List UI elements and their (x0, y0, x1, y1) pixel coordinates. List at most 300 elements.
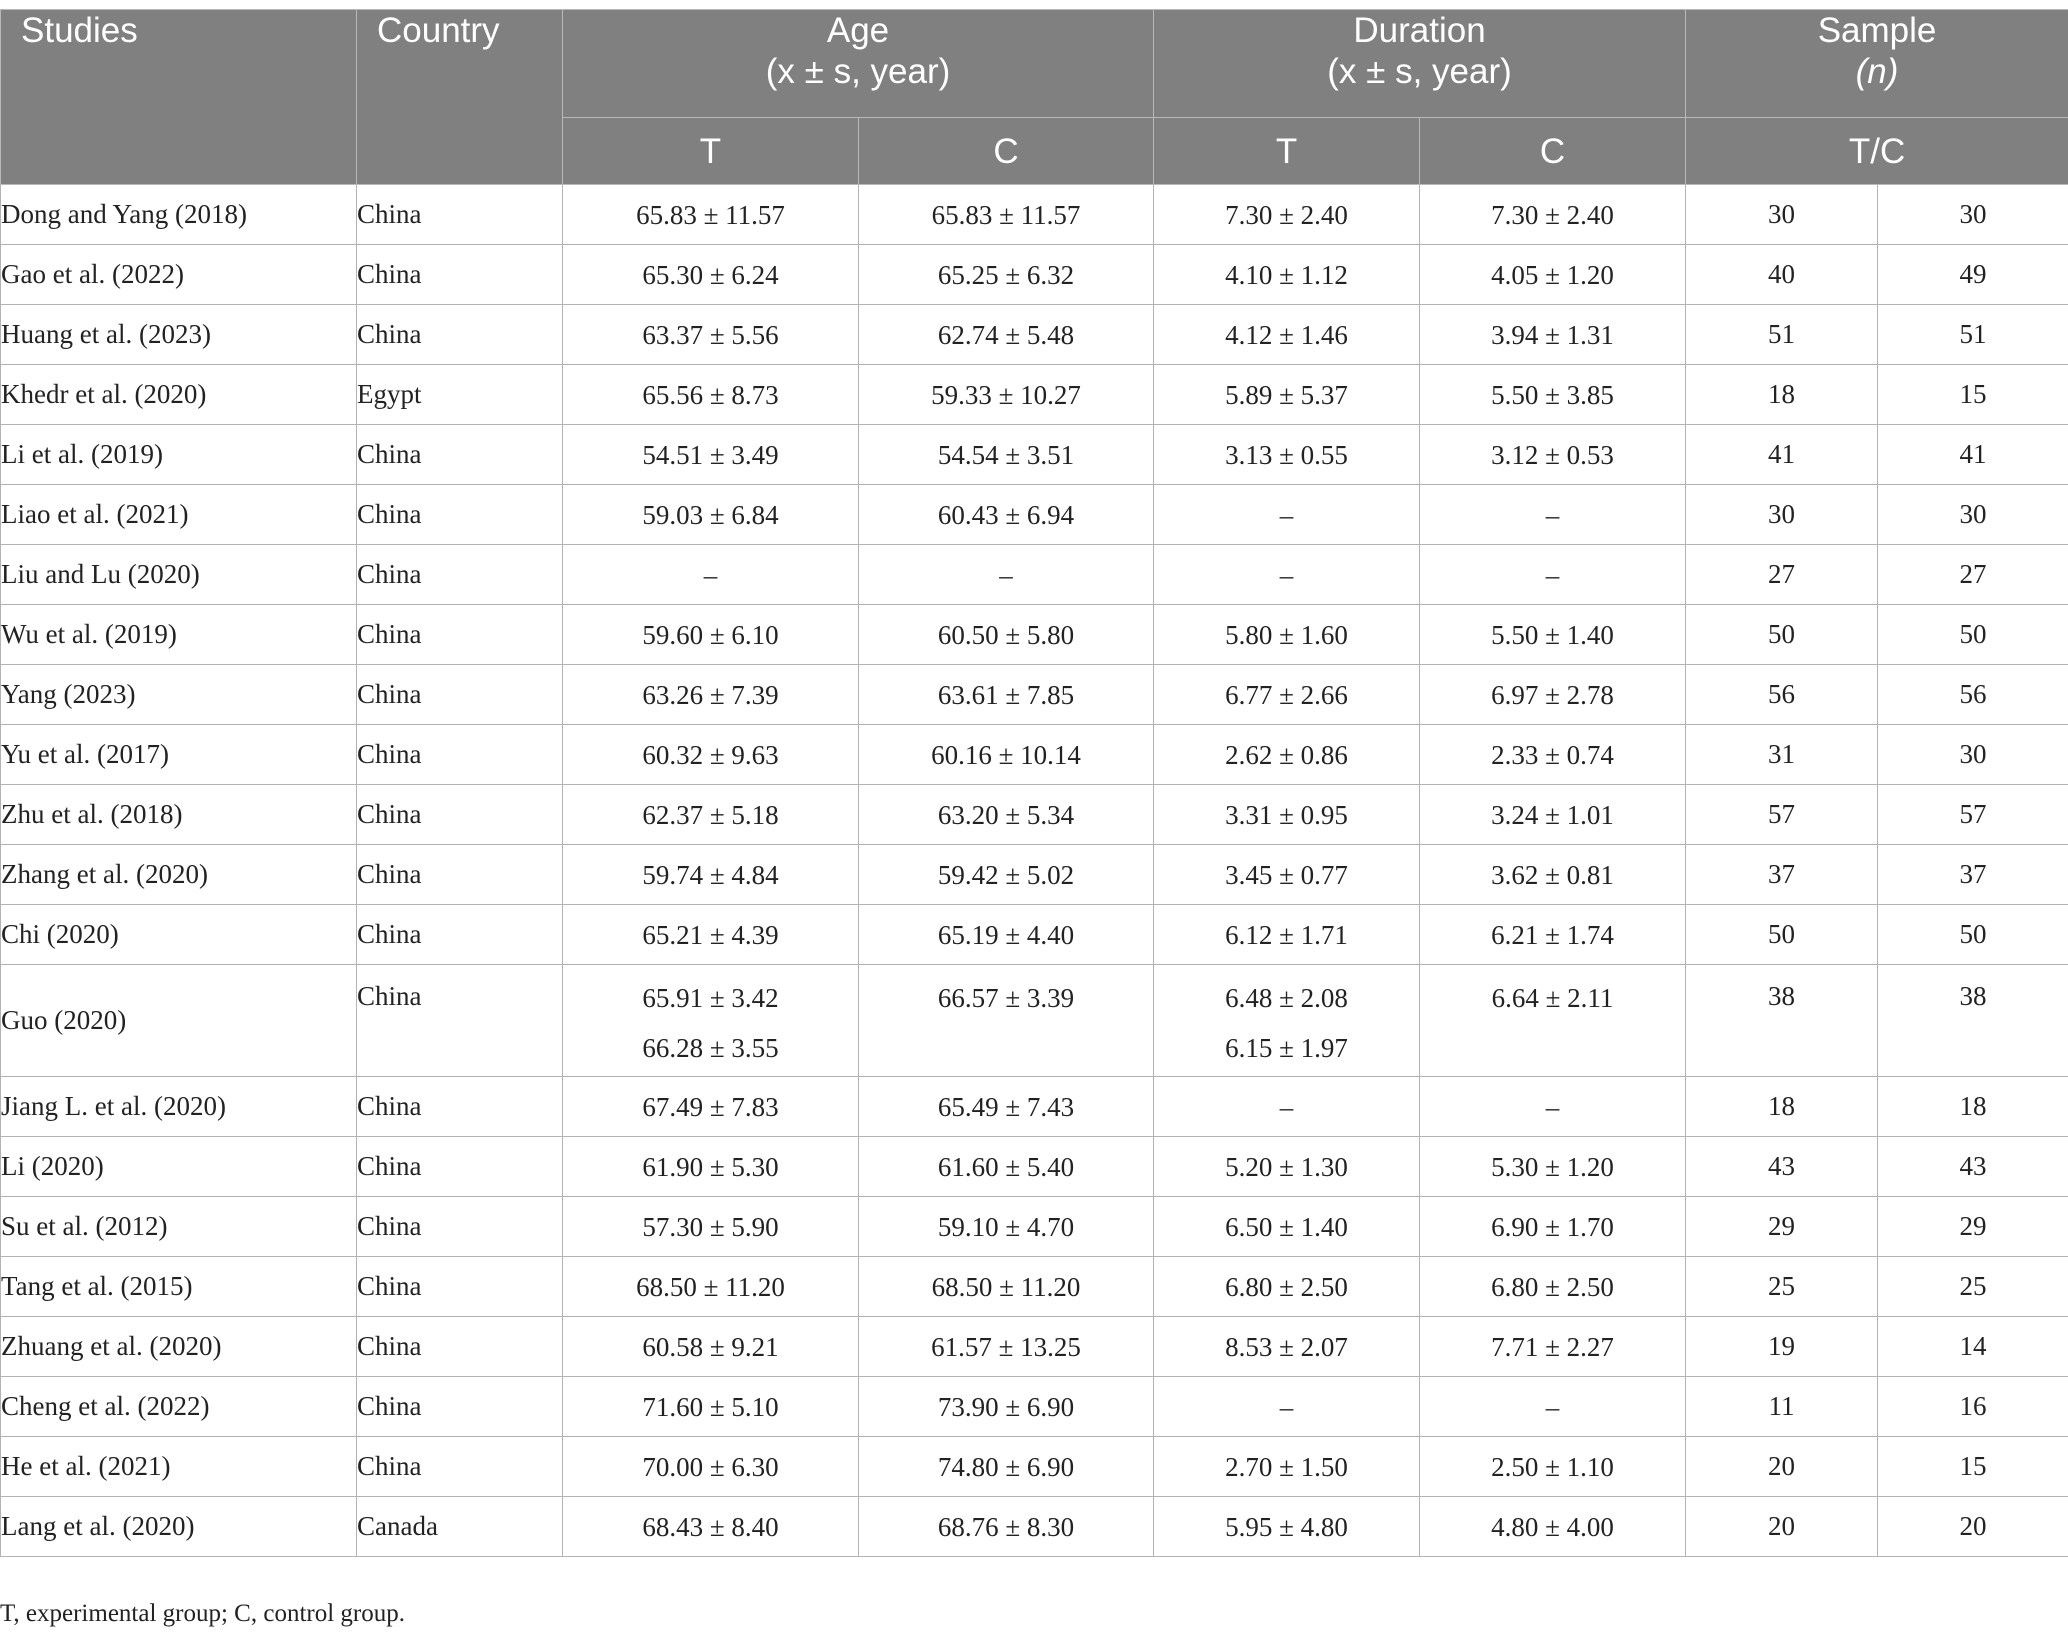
cell-duration-t (1154, 845, 1420, 905)
cell-value: 4.05 ± 1.20 (1491, 259, 1614, 290)
cell-study: He et al. (2021) (1, 1437, 357, 1497)
cell-study: Liao et al. (2021) (1, 485, 357, 545)
cell-value: 3.12 ± 0.53 (1491, 439, 1614, 470)
cell-value: 6.12 ± 1.71 (1225, 919, 1348, 950)
cell-age-t (563, 1437, 859, 1497)
cell-duration-t (1154, 185, 1420, 245)
cell-age-t (563, 665, 859, 725)
cell-duration-c (1420, 365, 1686, 425)
cell-duration-c (1420, 725, 1686, 785)
cell-duration-c (1420, 965, 1686, 1077)
cell-age-t (563, 605, 859, 665)
cell-sample-t: 30 (1686, 485, 1878, 545)
cell-duration-t (1154, 1497, 1420, 1557)
cell-country: China (357, 425, 563, 485)
cell-country: China (357, 845, 563, 905)
header-duration-units: (x ± s, year) (1327, 52, 1512, 91)
cell-age-c (859, 1497, 1154, 1557)
cell-value: 2.70 ± 1.50 (1225, 1451, 1348, 1482)
cell-age-t (563, 245, 859, 305)
cell-value: 6.21 ± 1.74 (1491, 919, 1614, 950)
cell-value: 59.33 ± 10.27 (931, 379, 1081, 410)
cell-duration-t (1154, 245, 1420, 305)
cell-study: Gao et al. (2022) (1, 245, 357, 305)
cell-value: 59.10 ± 4.70 (937, 1211, 1075, 1242)
cell-sample-c: 37 (1878, 845, 2068, 905)
cell-age-c (859, 965, 1154, 1077)
cell-country: China (357, 185, 563, 245)
cell-duration-c (1420, 845, 1686, 905)
cell-value: 6.77 ± 2.66 (1225, 679, 1348, 710)
cell-age-c (859, 365, 1154, 425)
cell-study: Zhu et al. (2018) (1, 785, 357, 845)
cell-value: 65.83 ± 11.57 (636, 199, 785, 230)
cell-study: Yang (2023) (1, 665, 357, 725)
cell-value: 63.37 ± 5.56 (642, 319, 779, 350)
cell-country: China (357, 905, 563, 965)
cell-sample-t: 56 (1686, 665, 1878, 725)
cell-value: 59.42 ± 5.02 (937, 859, 1075, 890)
header-sample-tc: T/C (1686, 118, 2068, 185)
table-row (1, 545, 2068, 605)
cell-value: 70.00 ± 6.30 (642, 1451, 779, 1482)
cell-value: – (1279, 559, 1294, 590)
cell-duration-t (1154, 1077, 1420, 1137)
cell-sample-c: 30 (1878, 485, 2068, 545)
cell-study: Lang et al. (2020) (1, 1497, 357, 1557)
cell-country: Canada (357, 1497, 563, 1557)
header-age-t: T (563, 118, 859, 185)
cell-age-t (563, 185, 859, 245)
table-row (1, 1197, 2068, 1257)
cell-value: 60.32 ± 9.63 (642, 739, 779, 770)
cell-value: 65.25 ± 6.32 (937, 259, 1075, 290)
cell-value: 6.97 ± 2.78 (1491, 679, 1614, 710)
cell-sample-t: 37 (1686, 845, 1878, 905)
cell-sample-t: 30 (1686, 185, 1878, 245)
cell-age-c (859, 1137, 1154, 1197)
cell-sample-c: 49 (1878, 245, 2068, 305)
cell-age-t (563, 905, 859, 965)
cell-country: China (357, 1377, 563, 1437)
cell-study: Su et al. (2012) (1, 1197, 357, 1257)
cell-duration-t (1154, 1437, 1420, 1497)
cell-age-t (563, 425, 859, 485)
cell-age-c (859, 1437, 1154, 1497)
cell-duration-c (1420, 1377, 1686, 1437)
cell-study: Khedr et al. (2020) (1, 365, 357, 425)
cell-value: 59.60 ± 6.10 (642, 619, 779, 650)
cell-duration-t (1154, 485, 1420, 545)
cell-country: China (357, 1077, 563, 1137)
cell-value: 65.49 ± 7.43 (937, 1091, 1075, 1122)
cell-age-t (563, 965, 859, 1077)
cell-value: 63.26 ± 7.39 (642, 679, 779, 710)
cell-value: 60.58 ± 9.21 (642, 1331, 779, 1362)
cell-age-c (859, 305, 1154, 365)
header-country: Country (357, 10, 563, 185)
cell-age-t (563, 1317, 859, 1377)
cell-value: 3.62 ± 0.81 (1491, 859, 1614, 890)
header-duration-c: C (1420, 118, 1686, 185)
cell-age-c (859, 245, 1154, 305)
cell-age-c (859, 425, 1154, 485)
cell-duration-c (1420, 785, 1686, 845)
table-row (1, 365, 2068, 425)
cell-value: 60.16 ± 10.14 (931, 739, 1081, 770)
cell-value: 60.50 ± 5.80 (937, 619, 1075, 650)
cell-duration-t (1154, 965, 1420, 1077)
cell-value: 65.83 ± 11.57 (931, 199, 1081, 230)
cell-sample-t: 50 (1686, 905, 1878, 965)
cell-duration-c (1420, 1197, 1686, 1257)
table-row (1, 845, 2068, 905)
cell-value: 5.30 ± 1.20 (1491, 1151, 1614, 1182)
cell-study: Li et al. (2019) (1, 425, 357, 485)
cell-value: 5.89 ± 5.37 (1225, 379, 1348, 410)
cell-sample-c: 43 (1878, 1137, 2068, 1197)
table-row (1, 665, 2068, 725)
cell-duration-t (1154, 425, 1420, 485)
cell-sample-t: 40 (1686, 245, 1878, 305)
cell-country: China (357, 725, 563, 785)
cell-value: 65.91 ± 3.42 (642, 983, 779, 1013)
cell-value: 6.48 ± 2.08 (1225, 983, 1348, 1013)
cell-sample-c: 25 (1878, 1257, 2068, 1317)
cell-study: Chi (2020) (1, 905, 357, 965)
cell-value: 73.90 ± 6.90 (937, 1391, 1075, 1422)
cell-sample-t: 43 (1686, 1137, 1878, 1197)
cell-sample-c: 56 (1878, 665, 2068, 725)
cell-country: China (357, 605, 563, 665)
cell-value: 71.60 ± 5.10 (642, 1391, 779, 1422)
cell-value: 65.30 ± 6.24 (642, 259, 779, 290)
cell-study: Liu and Lu (2020) (1, 545, 357, 605)
header-duration-title: Duration (1353, 11, 1486, 50)
cell-age-t (563, 1077, 859, 1137)
cell-value: 3.45 ± 0.77 (1225, 859, 1348, 890)
cell-duration-t (1154, 1197, 1420, 1257)
cell-value: 61.90 ± 5.30 (642, 1151, 779, 1182)
cell-value: 3.13 ± 0.55 (1225, 439, 1348, 470)
table-row (1, 1437, 2068, 1497)
cell-sample-c: 57 (1878, 785, 2068, 845)
cell-age-c (859, 725, 1154, 785)
cell-duration-c (1420, 1257, 1686, 1317)
table-row (1, 245, 2068, 305)
cell-value: – (1545, 499, 1560, 530)
cell-value: 8.53 ± 2.07 (1225, 1331, 1348, 1362)
cell-age-c (859, 485, 1154, 545)
cell-value: 60.43 ± 6.94 (937, 499, 1075, 530)
cell-age-t (563, 1137, 859, 1197)
cell-duration-t (1154, 605, 1420, 665)
cell-value: 2.33 ± 0.74 (1491, 739, 1614, 770)
table-row (1, 1257, 2068, 1317)
cell-value: 57.30 ± 5.90 (642, 1211, 779, 1242)
cell-duration-c (1420, 425, 1686, 485)
cell-value: – (1279, 499, 1294, 530)
table-row (1, 1137, 2068, 1197)
cell-value: 68.43 ± 8.40 (642, 1511, 779, 1542)
cell-duration-t (1154, 725, 1420, 785)
cell-value: 5.95 ± 4.80 (1225, 1511, 1348, 1542)
cell-study: Tang et al. (2015) (1, 1257, 357, 1317)
cell-value: 66.57 ± 3.39 (937, 983, 1075, 1013)
cell-sample-t: 41 (1686, 425, 1878, 485)
table-row (1, 185, 2068, 245)
cell-sample-c: 27 (1878, 545, 2068, 605)
cell-country: China (357, 245, 563, 305)
cell-sample-t: 27 (1686, 545, 1878, 605)
cell-age-t (563, 725, 859, 785)
cell-sample-t: 18 (1686, 365, 1878, 425)
cell-country: China (357, 1437, 563, 1497)
cell-value: 3.94 ± 1.31 (1491, 319, 1614, 350)
cell-value: 5.80 ± 1.60 (1225, 619, 1348, 650)
cell-country: China (357, 485, 563, 545)
cell-value: 5.50 ± 1.40 (1491, 619, 1614, 650)
cell-age-c (859, 1317, 1154, 1377)
header-age-units: (x ± s, year) (765, 52, 951, 91)
cell-sample-t: 19 (1686, 1317, 1878, 1377)
header-sample-units: (n) (1855, 52, 1899, 91)
cell-duration-c (1420, 305, 1686, 365)
cell-value: 68.50 ± 11.20 (636, 1271, 785, 1302)
cell-value: 65.19 ± 4.40 (937, 919, 1075, 950)
header-age-c: C (859, 118, 1154, 185)
cell-study: Huang et al. (2023) (1, 305, 357, 365)
cell-study: Cheng et al. (2022) (1, 1377, 357, 1437)
cell-age-c (859, 785, 1154, 845)
cell-duration-t (1154, 545, 1420, 605)
cell-value: 4.10 ± 1.12 (1225, 259, 1348, 290)
cell-value: – (1545, 559, 1560, 590)
cell-value: 4.80 ± 4.00 (1491, 1511, 1614, 1542)
cell-duration-c (1420, 665, 1686, 725)
cell-value: 6.90 ± 1.70 (1491, 1211, 1614, 1242)
table-footnote: T, experimental group; C, control group. (0, 1600, 405, 1627)
cell-value: 2.50 ± 1.10 (1491, 1451, 1614, 1482)
cell-duration-c (1420, 545, 1686, 605)
cell-age-c (859, 1077, 1154, 1137)
cell-age-c (859, 185, 1154, 245)
cell-age-c (859, 545, 1154, 605)
cell-age-c (859, 1257, 1154, 1317)
cell-value: 6.15 ± 1.97 (1225, 1033, 1348, 1063)
cell-study: Yu et al. (2017) (1, 725, 357, 785)
header-duration-t: T (1154, 118, 1420, 185)
cell-value: 6.64 ± 2.11 (1491, 983, 1614, 1013)
cell-value: 54.51 ± 3.49 (642, 439, 779, 470)
cell-age-t (563, 305, 859, 365)
cell-value: 54.54 ± 3.51 (937, 439, 1075, 470)
cell-study: Dong and Yang (2018) (1, 185, 357, 245)
cell-age-t (563, 1257, 859, 1317)
cell-duration-t (1154, 365, 1420, 425)
cell-value: 2.62 ± 0.86 (1225, 739, 1348, 770)
table-row (1, 485, 2068, 545)
cell-country: China (357, 1197, 563, 1257)
cell-country: China (357, 1137, 563, 1197)
cell-sample-c: 30 (1878, 725, 2068, 785)
cell-age-c (859, 1197, 1154, 1257)
cell-value: – (1545, 1091, 1560, 1122)
cell-age-t (563, 1497, 859, 1557)
cell-duration-c (1420, 245, 1686, 305)
cell-value: 5.20 ± 1.30 (1225, 1151, 1348, 1182)
cell-duration-c (1420, 1317, 1686, 1377)
cell-duration-c (1420, 1437, 1686, 1497)
cell-study: Li (2020) (1, 1137, 357, 1197)
cell-duration-t (1154, 305, 1420, 365)
table-row (1, 1377, 2068, 1437)
cell-sample-t: 20 (1686, 1437, 1878, 1497)
cell-age-t (563, 365, 859, 425)
cell-study: Zhuang et al. (2020) (1, 1317, 357, 1377)
cell-duration-c (1420, 605, 1686, 665)
cell-duration-t (1154, 1257, 1420, 1317)
cell-age-c (859, 1377, 1154, 1437)
table-row (1, 1497, 2068, 1557)
cell-value: 74.80 ± 6.90 (937, 1451, 1075, 1482)
cell-duration-c (1420, 485, 1686, 545)
cell-duration-c (1420, 1077, 1686, 1137)
cell-duration-t (1154, 905, 1420, 965)
cell-country: China (357, 305, 563, 365)
cell-value: – (1279, 1391, 1294, 1422)
cell-sample-c: 20 (1878, 1497, 2068, 1557)
cell-sample-t: 38 (1686, 965, 1878, 1077)
cell-value: – (1279, 1091, 1294, 1122)
cell-study: Zhang et al. (2020) (1, 845, 357, 905)
table-row (1, 1077, 2068, 1137)
cell-value: 7.30 ± 2.40 (1225, 199, 1348, 230)
cell-duration-t (1154, 1137, 1420, 1197)
cell-value: 3.31 ± 0.95 (1225, 799, 1348, 830)
cell-value: – (1545, 1391, 1560, 1422)
cell-duration-t (1154, 785, 1420, 845)
cell-country: China (357, 965, 563, 1077)
cell-sample-c: 29 (1878, 1197, 2068, 1257)
table-row (1, 905, 2068, 965)
cell-country: China (357, 545, 563, 605)
cell-duration-c (1420, 1497, 1686, 1557)
cell-study: Guo (2020) (1, 965, 357, 1077)
cell-value: 62.74 ± 5.48 (937, 319, 1075, 350)
cell-country: China (357, 665, 563, 725)
cell-value: 6.80 ± 2.50 (1491, 1271, 1614, 1302)
cell-value: 7.71 ± 2.27 (1491, 1331, 1614, 1362)
cell-value: 6.80 ± 2.50 (1225, 1271, 1348, 1302)
cell-sample-t: 18 (1686, 1077, 1878, 1137)
cell-duration-c (1420, 185, 1686, 245)
table-row (1, 425, 2068, 485)
table-row (1, 1317, 2068, 1377)
cell-sample-c: 30 (1878, 185, 2068, 245)
cell-value: – (999, 559, 1013, 590)
table-row (1, 605, 2068, 665)
cell-value: 61.60 ± 5.40 (937, 1151, 1075, 1182)
cell-duration-c (1420, 1137, 1686, 1197)
cell-age-t (563, 1197, 859, 1257)
header-sample (1686, 10, 2068, 118)
cell-age-c (859, 905, 1154, 965)
cell-value: 4.12 ± 1.46 (1225, 319, 1348, 350)
header-duration (1154, 10, 1686, 118)
cell-sample-c: 41 (1878, 425, 2068, 485)
cell-country: China (357, 785, 563, 845)
cell-value: 7.30 ± 2.40 (1491, 199, 1614, 230)
cell-value: 63.61 ± 7.85 (937, 679, 1075, 710)
cell-sample-t: 50 (1686, 605, 1878, 665)
cell-age-c (859, 605, 1154, 665)
cell-value: 66.28 ± 3.55 (642, 1033, 779, 1063)
header-age (563, 10, 1154, 118)
cell-age-t (563, 845, 859, 905)
cell-sample-t: 25 (1686, 1257, 1878, 1317)
cell-age-c (859, 665, 1154, 725)
cell-sample-c: 50 (1878, 605, 2068, 665)
table-row (1, 305, 2068, 365)
cell-study: Wu et al. (2019) (1, 605, 357, 665)
cell-age-t (563, 485, 859, 545)
cell-sample-c: 51 (1878, 305, 2068, 365)
header-sample-title: Sample (1817, 11, 1937, 50)
cell-value: 5.50 ± 3.85 (1491, 379, 1614, 410)
cell-value: 68.50 ± 11.20 (931, 1271, 1081, 1302)
cell-sample-t: 29 (1686, 1197, 1878, 1257)
cell-value: 67.49 ± 7.83 (642, 1091, 779, 1122)
cell-sample-c: 38 (1878, 965, 2068, 1077)
cell-sample-t: 57 (1686, 785, 1878, 845)
cell-value: 65.21 ± 4.39 (642, 919, 779, 950)
cell-sample-c: 16 (1878, 1377, 2068, 1437)
cell-value: – (703, 559, 718, 590)
cell-sample-t: 51 (1686, 305, 1878, 365)
cell-country: China (357, 1257, 563, 1317)
table-body (1, 185, 2068, 1557)
cell-study: Jiang L. et al. (2020) (1, 1077, 357, 1137)
cell-sample-c: 15 (1878, 365, 2068, 425)
cell-duration-t (1154, 1377, 1420, 1437)
cell-sample-t: 20 (1686, 1497, 1878, 1557)
cell-duration-t (1154, 665, 1420, 725)
cell-sample-t: 11 (1686, 1377, 1878, 1437)
cell-value: 68.76 ± 8.30 (937, 1511, 1075, 1542)
cell-country: China (357, 1317, 563, 1377)
cell-sample-c: 15 (1878, 1437, 2068, 1497)
cell-sample-c: 18 (1878, 1077, 2068, 1137)
header-age-title: Age (826, 11, 890, 50)
table-row (1, 785, 2068, 845)
cell-value: 65.56 ± 8.73 (642, 379, 779, 410)
cell-value: 6.50 ± 1.40 (1225, 1211, 1348, 1242)
cell-value: 3.24 ± 1.01 (1491, 799, 1614, 830)
cell-age-t (563, 1377, 859, 1437)
table-header (1, 10, 2068, 185)
header-studies: Studies (1, 10, 357, 185)
cell-value: 61.57 ± 13.25 (931, 1331, 1081, 1362)
cell-sample-t: 31 (1686, 725, 1878, 785)
cell-duration-t (1154, 1317, 1420, 1377)
cell-value: 59.74 ± 4.84 (642, 859, 779, 890)
cell-age-t (563, 785, 859, 845)
table-row (1, 725, 2068, 785)
cell-country: Egypt (357, 365, 563, 425)
cell-value: 59.03 ± 6.84 (642, 499, 779, 530)
cell-age-c (859, 845, 1154, 905)
